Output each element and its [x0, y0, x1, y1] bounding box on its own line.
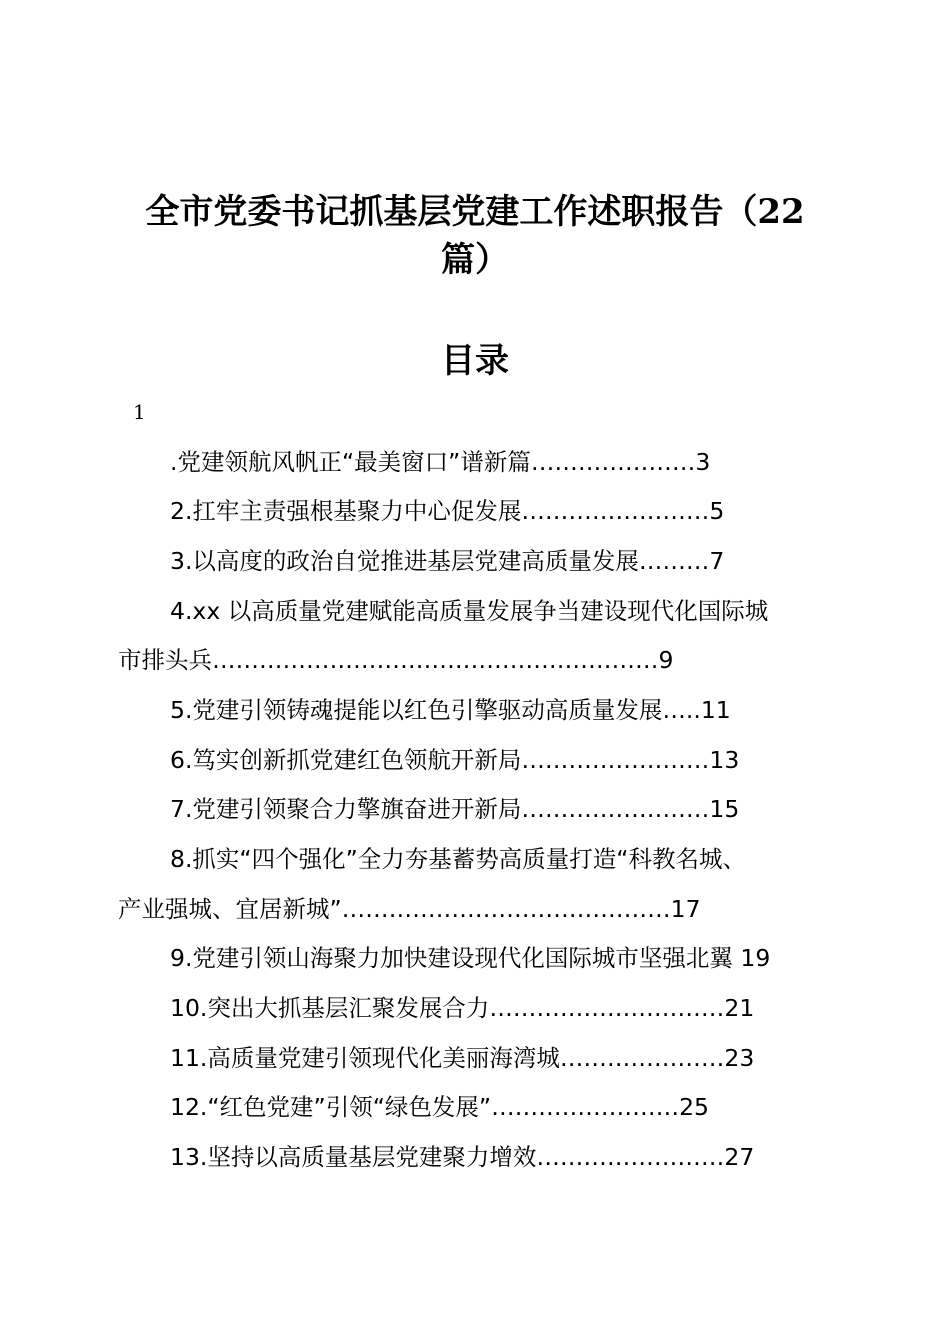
toc-entry-11: 11.高质量党建引领现代化美丽海湾城…………………23	[170, 1044, 755, 1072]
page-marker: 1	[133, 400, 146, 424]
toc-heading: 目录	[441, 341, 509, 381]
toc-entry-6: 6.笃实创新抓党建红色领航开新局……………………13	[170, 746, 740, 774]
document-title-line-2: 篇）	[441, 240, 509, 280]
toc-entry-8-line-2: 产业强城、宜居新城”……………………………………17	[118, 895, 701, 923]
toc-entry-12: 12.“红色党建”引领“绿色发展”……………………25	[170, 1093, 709, 1121]
toc-entry-5: 5.党建引领铸魂提能以红色引擎驱动高质量发展…..11	[170, 696, 731, 724]
toc-entry-13: 13.坚持以高质量基层党建聚力增效……………………27	[170, 1143, 755, 1171]
toc-entry-2: 2.扛牢主责强根基聚力中心促发展……………………5	[170, 497, 725, 525]
toc-entry-3: 3.以高度的政治自觉推进基层党建高质量发展………7	[170, 547, 725, 575]
toc-entry-4-line-2: 市排头兵…………………………………………………9	[118, 646, 674, 674]
toc-entry-4-line-1: 4.xx 以高质量党建赋能高质量发展争当建设现代化国际城	[170, 597, 769, 625]
toc-entry-9: 9.党建引领山海聚力加快建设现代化国际城市坚强北翼 19	[170, 944, 771, 972]
toc-entry-1: .党建领航风帆正“最美窗口”谱新篇…………………3	[170, 448, 711, 476]
toc-entry-8-line-1: 8.抓实“四个强化”全力夯基蓄势高质量打造“科教名城、	[170, 845, 746, 873]
toc-entry-10: 10.突出大抓基层汇聚发展合力…………………………21	[170, 994, 755, 1022]
toc-entry-7: 7.党建引领聚合力擎旗奋进开新局……………………15	[170, 795, 740, 823]
document-title-line-1: 全市党委书记抓基层党建工作述职报告（22	[145, 192, 805, 232]
